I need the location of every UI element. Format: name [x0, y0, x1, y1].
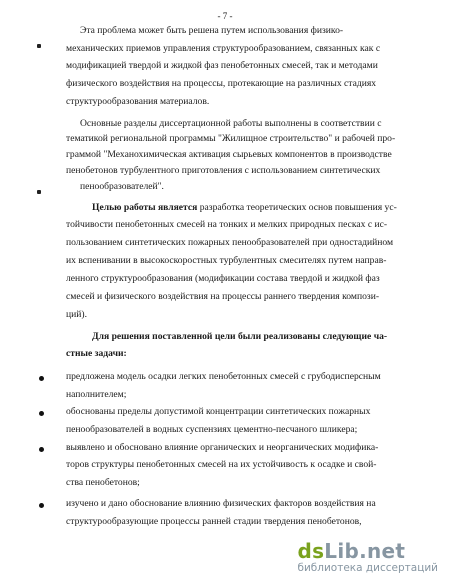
- text-line: модификацией твердой и жидкой фаз пенобетонных смесей, так и методами: [66, 60, 378, 71]
- text-line: наполнителем;: [66, 389, 127, 400]
- text-line: Для решения поставленной цели были реализованы следующие ча-: [92, 331, 388, 342]
- watermark-subtitle: библиотека диссертаций: [297, 562, 438, 574]
- text-line: Эта проблема может быть решена путем использования физико-: [80, 25, 344, 36]
- text-line: предложена модель осадки легких пенобетонных смесей с грубодисперсным: [66, 371, 381, 382]
- text-line: пенообразователей".: [80, 181, 164, 192]
- text-line: граммой "Механохимическая активация сырьевых компонентов в производстве: [66, 149, 392, 160]
- text-line: [92, 202, 397, 214]
- watermark-logo: dsLib.net: [297, 539, 406, 563]
- page-number: - 7 -: [217, 11, 233, 21]
- text-line: смесей и физического воздействия на процессы раннего твердения компози-: [66, 291, 380, 302]
- margin-mark: [37, 190, 41, 194]
- text-line: торов структуры пенобетонных смесей на их устойчивость к осадке и свой-: [66, 459, 377, 470]
- text-line: пенообразователей в водных суспензиях цементно-песчаного шликера;: [66, 424, 358, 435]
- text-line: тематикой региональной программы "Жилищное строительство" и рабочей про-: [66, 133, 396, 144]
- bold-phrase: Целью работы является: [92, 202, 198, 213]
- text-line: их вспенивании в высокоскоростных турбулентных смесителях путем направ-: [66, 255, 387, 266]
- text-line: ленного структурообразования (модификации состава твердой и жидкой фаз: [66, 273, 380, 284]
- text-line: ций).: [66, 309, 87, 320]
- text-line: пенобетонов турбулентного приготовления с использованием синтетических: [66, 165, 381, 176]
- text-run: разработка теоретических основ повышения ус-: [197, 202, 397, 213]
- text-line: механических приемов управления структурообразованием, связанных как с: [66, 43, 381, 54]
- bullet-icon: [39, 447, 44, 452]
- text-line: структурообразования материалов.: [66, 96, 210, 107]
- text-line: стные задачи:: [66, 348, 127, 359]
- text-line: структурообразующие процессы ранней стадии твердения пенобетонов,: [66, 516, 362, 527]
- text-line: выявлено и обосновано влияние органических и неорганических модифика-: [66, 442, 379, 453]
- margin-mark: [37, 44, 41, 48]
- text-line: пользованием синтетических пожарных пенообразователей при одностадийном: [66, 237, 394, 248]
- bullet-icon: [39, 503, 44, 508]
- text-line: изучено и дано обоснование влиянию физических факторов воздействия на: [66, 498, 376, 509]
- text-line: обоснованы пределы допустимой концентрации синтетических пожарных: [66, 406, 371, 417]
- text-line: тойчивости пенобетонных смесей на тонких и мелких природных песках с ис-: [66, 219, 388, 230]
- text-line: Основные разделы диссертационной работы выполнены в соответствии с: [80, 118, 382, 129]
- text-line: физического воздействия на процессы, протекающие на различных стадиях: [66, 78, 377, 89]
- bullet-icon: [39, 411, 44, 416]
- text-line: ства пенобетонов;: [66, 477, 140, 488]
- watermark: [297, 541, 438, 574]
- bullet-icon: [39, 376, 44, 381]
